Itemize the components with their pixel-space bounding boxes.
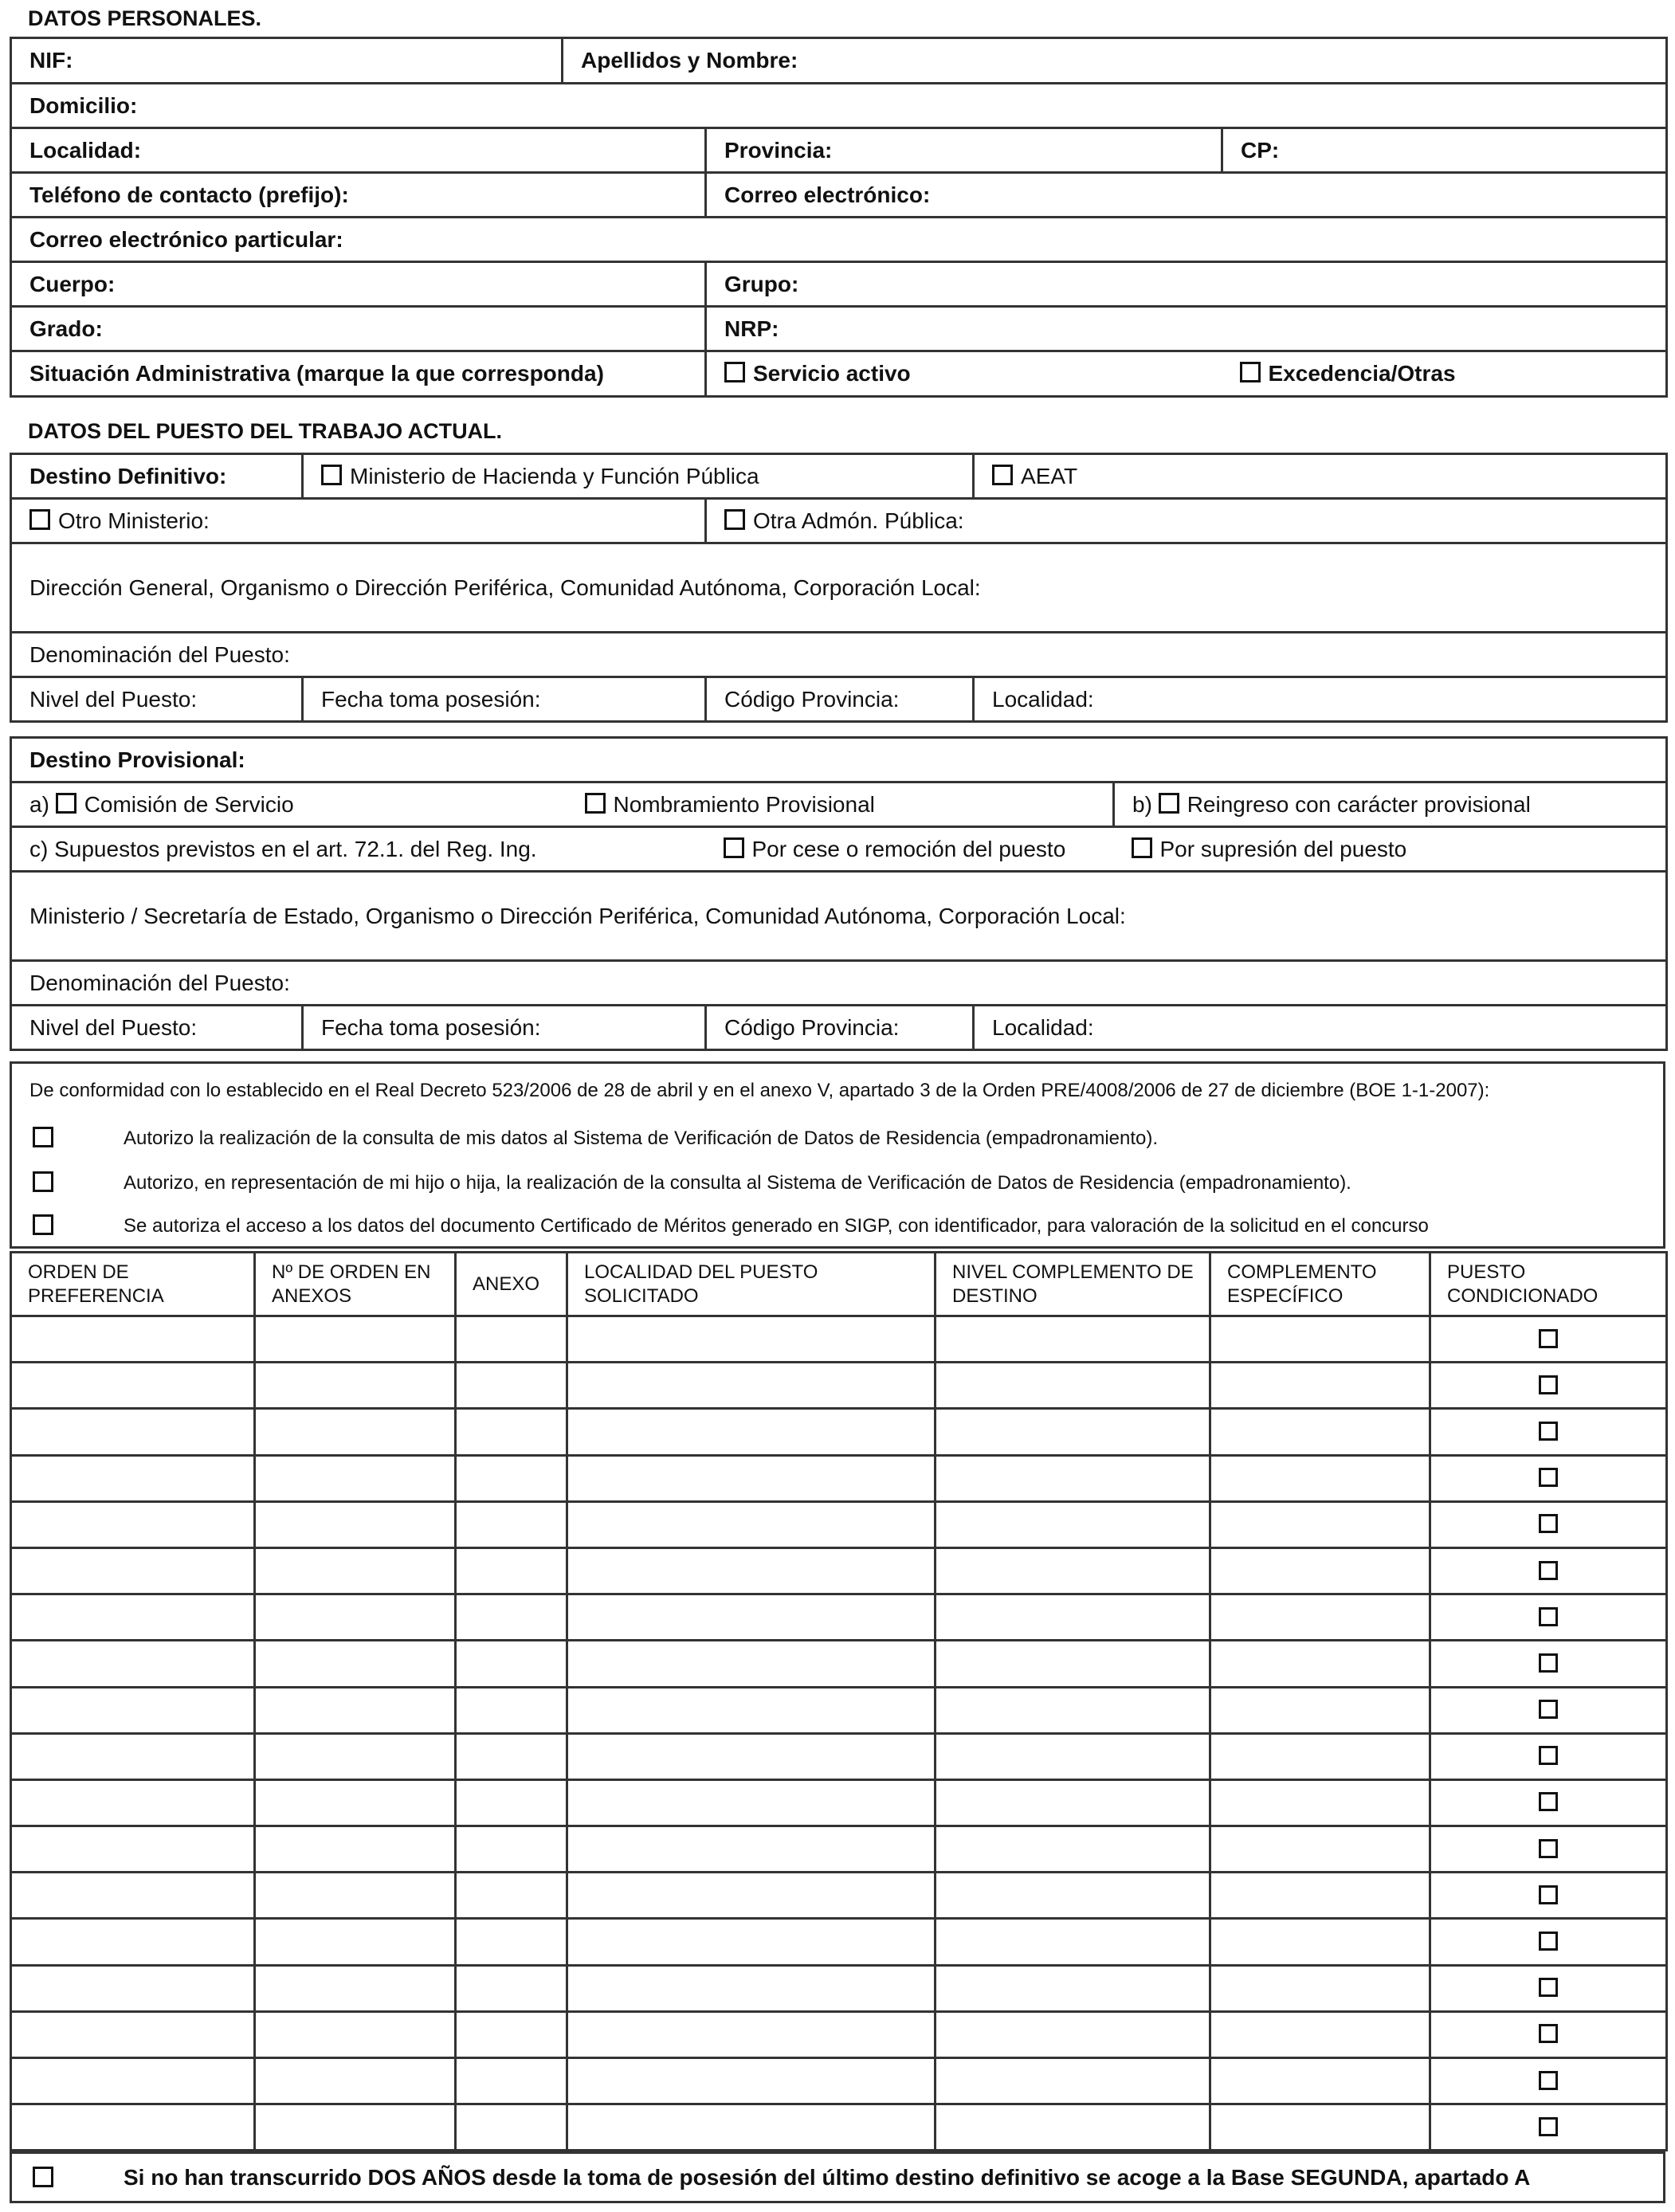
domicilio-field[interactable]: Domicilio: bbox=[11, 84, 1667, 128]
table-cell[interactable] bbox=[1430, 1779, 1667, 1826]
nivel-puesto-field[interactable]: Nivel del Puesto: bbox=[11, 677, 303, 722]
table-cell[interactable] bbox=[1430, 1826, 1667, 1873]
table-cell[interactable] bbox=[11, 1965, 255, 2011]
table-cell[interactable] bbox=[567, 1873, 936, 1919]
checkbox-icon[interactable] bbox=[1539, 2117, 1558, 2136]
table-cell[interactable] bbox=[936, 1501, 1210, 1547]
table-cell[interactable] bbox=[1210, 1594, 1430, 1641]
section-title-personal: DATOS PERSONALES. bbox=[28, 6, 262, 30]
table-row bbox=[11, 1965, 1667, 2011]
table-cell[interactable] bbox=[11, 1409, 255, 1455]
table-cell[interactable] bbox=[11, 1363, 255, 1409]
table-cell[interactable] bbox=[11, 1779, 255, 1826]
checkbox-icon[interactable] bbox=[585, 793, 606, 814]
checkbox-icon[interactable] bbox=[1539, 1885, 1558, 1904]
column-header: ORDEN DE PREFERENCIA bbox=[11, 1253, 255, 1316]
provisional-job-table bbox=[10, 736, 1668, 1051]
table-cell[interactable] bbox=[1210, 1316, 1430, 1363]
nombramiento-provisional-option[interactable]: Nombramiento Provisional bbox=[567, 782, 1114, 827]
checkbox-icon[interactable] bbox=[321, 465, 342, 485]
table-cell[interactable] bbox=[936, 1409, 1210, 1455]
consent-item-residencia[interactable]: Autorizo la realización de la consulta de mis datos al Sistema de Verificación de Datos de Residencia (empadronamiento). bbox=[12, 1118, 1663, 1158]
servicio-activo-option[interactable]: Servicio activo bbox=[706, 351, 1222, 397]
otra-admon-option[interactable]: Otra Admón. Pública: bbox=[706, 499, 1667, 543]
table-cell[interactable] bbox=[1210, 1965, 1430, 2011]
checkbox-icon[interactable] bbox=[1539, 2024, 1558, 2043]
table-cell[interactable] bbox=[11, 1641, 255, 1687]
table-cell[interactable] bbox=[456, 1409, 567, 1455]
table-cell[interactable] bbox=[936, 1547, 1210, 1594]
excedencia-option[interactable]: Excedencia/Otras bbox=[1222, 351, 1667, 397]
table-cell[interactable] bbox=[1430, 1733, 1667, 1779]
checkbox-icon[interactable] bbox=[56, 793, 76, 814]
actual-job-table bbox=[10, 453, 1668, 723]
nif-field[interactable]: NIF: bbox=[11, 38, 563, 84]
consent-item-hijo[interactable]: Autorizo, en representación de mi hijo o hija, la realización de la consulta al Sistema de Verificación de Datos de Residencia (empadronamiento). bbox=[12, 1163, 1663, 1202]
table-cell[interactable] bbox=[567, 1455, 936, 1501]
table-cell[interactable] bbox=[255, 1594, 456, 1641]
checkbox-icon[interactable] bbox=[1539, 1607, 1558, 1626]
provincia-field[interactable]: Provincia: bbox=[706, 128, 1222, 173]
checkbox-icon[interactable] bbox=[992, 465, 1013, 485]
table-cell[interactable] bbox=[11, 1687, 255, 1733]
table-row bbox=[11, 1547, 1667, 1594]
table-cell[interactable] bbox=[456, 1316, 567, 1363]
aeat-option[interactable]: AEAT bbox=[974, 454, 1667, 499]
table-cell[interactable] bbox=[11, 1826, 255, 1873]
table-cell[interactable] bbox=[255, 1687, 456, 1733]
table-cell[interactable] bbox=[936, 2104, 1210, 2151]
situacion-label: Situación Administrativa (marque la que corresponda) bbox=[11, 351, 706, 397]
fecha-posesion-provisional-field[interactable]: Fecha toma posesión: bbox=[303, 1006, 706, 1050]
cese-option[interactable]: Por cese o remoción del puesto bbox=[706, 827, 1114, 872]
table-cell[interactable] bbox=[11, 1873, 255, 1919]
table-cell[interactable] bbox=[255, 1919, 456, 1965]
table-cell[interactable] bbox=[1430, 1965, 1667, 2011]
consent-item-sigp[interactable]: Se autoriza el acceso a los datos del documento Certificado de Méritos generado en SIGP, con identificador, para valoración de la solicitud en el concurso bbox=[12, 1206, 1663, 1245]
table-cell[interactable] bbox=[11, 1733, 255, 1779]
checkbox-icon[interactable] bbox=[1539, 1839, 1558, 1858]
ministerio-hacienda-option[interactable]: Ministerio de Hacienda y Función Pública bbox=[303, 454, 974, 499]
table-cell[interactable] bbox=[936, 1919, 1210, 1965]
localidad-puesto-field[interactable]: Localidad: bbox=[974, 677, 1667, 722]
apellidos-nombre-field[interactable]: Apellidos y Nombre: bbox=[563, 38, 1667, 84]
requests-table bbox=[10, 1251, 1668, 2151]
checkbox-icon[interactable] bbox=[1539, 1468, 1558, 1487]
table-cell[interactable] bbox=[456, 1919, 567, 1965]
table-cell[interactable] bbox=[936, 1779, 1210, 1826]
checkbox-icon[interactable] bbox=[1539, 1978, 1558, 1997]
direccion-general-field[interactable]: Dirección General, Organismo o Dirección Periférica, Comunidad Autónoma, Corporación Local: bbox=[11, 543, 1667, 633]
checkbox-icon[interactable] bbox=[1539, 1932, 1558, 1951]
table-cell[interactable] bbox=[1210, 1501, 1430, 1547]
column-header: LOCALIDAD DEL PUESTO SOLICITADO bbox=[567, 1253, 936, 1316]
table-cell[interactable] bbox=[1210, 1779, 1430, 1826]
comision-servicio-option[interactable]: a) Comisión de Servicio bbox=[11, 782, 567, 827]
base-segunda-option[interactable]: Si no han transcurrido DOS AÑOS desde la toma de posesión del último destino definitivo se acoge a la Base SEGUNDA, apartado A bbox=[11, 2153, 1665, 2202]
table-cell[interactable] bbox=[255, 2104, 456, 2151]
table-row bbox=[11, 1873, 1667, 1919]
table-row bbox=[11, 1919, 1667, 1965]
table-cell[interactable] bbox=[567, 1641, 936, 1687]
table-cell[interactable] bbox=[456, 1965, 567, 2011]
column-header: Nº DE ORDEN EN ANEXOS bbox=[255, 1253, 456, 1316]
table-cell[interactable] bbox=[456, 1826, 567, 1873]
table-cell[interactable] bbox=[255, 2011, 456, 2057]
table-cell[interactable] bbox=[456, 1547, 567, 1594]
table-cell[interactable] bbox=[255, 1409, 456, 1455]
table-cell[interactable] bbox=[255, 1455, 456, 1501]
table-cell[interactable] bbox=[1430, 1687, 1667, 1733]
section-title-actual: DATOS DEL PUESTO DEL TRABAJO ACTUAL. bbox=[28, 419, 503, 443]
table-cell[interactable] bbox=[1210, 1409, 1430, 1455]
table-cell[interactable] bbox=[255, 1547, 456, 1594]
checkbox-icon[interactable] bbox=[1539, 1792, 1558, 1811]
table-cell[interactable] bbox=[567, 1547, 936, 1594]
checkbox-icon[interactable] bbox=[29, 509, 50, 530]
table-cell[interactable] bbox=[936, 1363, 1210, 1409]
table-cell[interactable] bbox=[456, 1687, 567, 1733]
table-cell[interactable] bbox=[1210, 2104, 1430, 2151]
checkbox-icon[interactable] bbox=[1539, 1514, 1558, 1533]
table-cell[interactable] bbox=[936, 1594, 1210, 1641]
table-cell[interactable] bbox=[567, 1363, 936, 1409]
table-cell[interactable] bbox=[456, 1641, 567, 1687]
table-cell[interactable] bbox=[936, 1687, 1210, 1733]
table-cell[interactable] bbox=[255, 1316, 456, 1363]
table-cell[interactable] bbox=[255, 1965, 456, 2011]
table-row bbox=[11, 1316, 1667, 1363]
column-header: COMPLEMENTO ESPECÍFICO bbox=[1210, 1253, 1430, 1316]
table-cell[interactable] bbox=[11, 1919, 255, 1965]
table-cell[interactable] bbox=[11, 2058, 255, 2104]
requests-body bbox=[11, 1316, 1667, 2151]
table-cell[interactable] bbox=[936, 1455, 1210, 1501]
destino-definitivo-label: Destino Definitivo: bbox=[11, 454, 303, 499]
table-cell[interactable] bbox=[567, 1687, 936, 1733]
table-cell[interactable] bbox=[1430, 1363, 1667, 1409]
table-cell[interactable] bbox=[456, 1733, 567, 1779]
nivel-puesto-provisional-field[interactable]: Nivel del Puesto: bbox=[11, 1006, 303, 1050]
otro-ministerio-option[interactable]: Otro Ministerio: bbox=[11, 499, 706, 543]
checkbox-icon[interactable] bbox=[724, 509, 745, 530]
table-cell[interactable] bbox=[1430, 1919, 1667, 1965]
checkbox-icon[interactable] bbox=[1539, 1700, 1558, 1719]
table-cell[interactable] bbox=[567, 1501, 936, 1547]
checkbox-icon[interactable] bbox=[1539, 2071, 1558, 2090]
table-cell[interactable] bbox=[11, 1547, 255, 1594]
table-cell[interactable] bbox=[11, 1316, 255, 1363]
table-cell[interactable] bbox=[456, 1455, 567, 1501]
checkbox-icon[interactable] bbox=[1539, 1375, 1558, 1394]
table-cell[interactable] bbox=[456, 2058, 567, 2104]
table-cell[interactable] bbox=[255, 1873, 456, 1919]
table-cell[interactable] bbox=[1430, 1594, 1667, 1641]
table-cell[interactable] bbox=[1210, 1826, 1430, 1873]
reingreso-option[interactable]: b) Reingreso con carácter provisional bbox=[1114, 782, 1667, 827]
consent-intro: De conformidad con lo establecido en el Real Decreto 523/2006 de 28 de abril y en el anexo V, apartado 3 de la Orden PRE/4008/2006 de 27 de diciembre (BOE 1-1-2007): bbox=[29, 1080, 1490, 1101]
nrp-field[interactable]: NRP: bbox=[706, 307, 1667, 351]
table-row bbox=[11, 2058, 1667, 2104]
column-header: NIVEL COMPLEMENTO DE DESTINO bbox=[936, 1253, 1210, 1316]
footer-table bbox=[10, 2151, 1665, 2203]
table-cell[interactable] bbox=[255, 1641, 456, 1687]
table-cell[interactable] bbox=[11, 1501, 255, 1547]
table-cell[interactable] bbox=[255, 1501, 456, 1547]
table-cell[interactable] bbox=[255, 1826, 456, 1873]
table-cell[interactable] bbox=[936, 1826, 1210, 1873]
table-cell[interactable] bbox=[11, 1455, 255, 1501]
table-cell[interactable] bbox=[1210, 1455, 1430, 1501]
table-row bbox=[11, 1733, 1667, 1779]
consent-block bbox=[11, 1063, 1665, 1248]
checkbox-icon[interactable] bbox=[1539, 1561, 1558, 1580]
cuerpo-field[interactable]: Cuerpo: bbox=[11, 262, 706, 307]
telefono-field[interactable]: Teléfono de contacto (prefijo): bbox=[11, 173, 706, 218]
checkbox-icon[interactable] bbox=[1159, 793, 1179, 814]
checkbox-icon[interactable] bbox=[1539, 1746, 1558, 1765]
checkbox-icon[interactable] bbox=[724, 362, 745, 382]
table-cell[interactable] bbox=[1210, 1363, 1430, 1409]
table-cell[interactable] bbox=[1210, 2011, 1430, 2057]
table-row bbox=[11, 2104, 1667, 2151]
table-cell[interactable] bbox=[1430, 1547, 1667, 1594]
table-cell[interactable] bbox=[567, 1733, 936, 1779]
table-cell[interactable] bbox=[11, 1594, 255, 1641]
table-cell[interactable] bbox=[1430, 2104, 1667, 2151]
table-cell[interactable] bbox=[11, 2104, 255, 2151]
table-row bbox=[11, 2011, 1667, 2057]
correo-particular-field[interactable]: Correo electrónico particular: bbox=[11, 218, 1667, 262]
codigo-provincia-provisional-field[interactable]: Código Provincia: bbox=[706, 1006, 974, 1050]
table-cell[interactable] bbox=[255, 1363, 456, 1409]
table-cell[interactable] bbox=[1210, 1733, 1430, 1779]
checkbox-icon[interactable] bbox=[33, 2167, 53, 2187]
checkbox-icon[interactable] bbox=[1539, 1653, 1558, 1673]
table-cell[interactable] bbox=[1210, 1641, 1430, 1687]
fecha-posesion-field[interactable]: Fecha toma posesión: bbox=[303, 677, 706, 722]
table-cell[interactable] bbox=[1210, 1547, 1430, 1594]
table-cell[interactable] bbox=[456, 1363, 567, 1409]
codigo-provincia-field[interactable]: Código Provincia: bbox=[706, 677, 974, 722]
localidad-provisional-field[interactable]: Localidad: bbox=[974, 1006, 1667, 1050]
table-cell[interactable] bbox=[936, 1641, 1210, 1687]
grado-field[interactable]: Grado: bbox=[11, 307, 706, 351]
table-cell[interactable] bbox=[11, 2011, 255, 2057]
table-cell[interactable] bbox=[567, 1316, 936, 1363]
table-cell[interactable] bbox=[1430, 1641, 1667, 1687]
denominacion-puesto-provisional-field[interactable]: Denominación del Puesto: bbox=[11, 961, 1667, 1006]
table-cell[interactable] bbox=[567, 1409, 936, 1455]
table-cell[interactable] bbox=[567, 1919, 936, 1965]
checkbox-icon[interactable] bbox=[33, 1171, 53, 1192]
table-row bbox=[11, 1409, 1667, 1455]
table-cell[interactable] bbox=[936, 1965, 1210, 2011]
table-cell[interactable] bbox=[456, 2104, 567, 2151]
correo-field[interactable]: Correo electrónico: bbox=[706, 173, 1667, 218]
table-row bbox=[11, 1363, 1667, 1409]
table-cell[interactable] bbox=[567, 1965, 936, 2011]
table-cell[interactable] bbox=[1430, 1316, 1667, 1363]
grupo-field[interactable]: Grupo: bbox=[706, 262, 1667, 307]
checkbox-icon[interactable] bbox=[1539, 1329, 1558, 1348]
table-cell[interactable] bbox=[936, 1316, 1210, 1363]
checkbox-icon[interactable] bbox=[1132, 837, 1152, 858]
table-cell[interactable] bbox=[456, 1501, 567, 1547]
table-cell[interactable] bbox=[567, 2058, 936, 2104]
table-cell[interactable] bbox=[567, 1826, 936, 1873]
checkbox-icon[interactable] bbox=[724, 837, 744, 858]
table-row bbox=[11, 1641, 1667, 1687]
table-cell[interactable] bbox=[1210, 2058, 1430, 2104]
table-row bbox=[11, 1455, 1667, 1501]
table-row bbox=[11, 1826, 1667, 1873]
table-cell[interactable] bbox=[1210, 1873, 1430, 1919]
table-cell[interactable] bbox=[456, 2011, 567, 2057]
ministerio-organismo-field[interactable]: Ministerio / Secretaría de Estado, Organismo o Dirección Periférica, Comunidad Autónoma, Corporación Local: bbox=[11, 872, 1667, 961]
table-cell[interactable] bbox=[255, 1733, 456, 1779]
table-row bbox=[11, 1594, 1667, 1641]
checkbox-icon[interactable] bbox=[33, 1127, 53, 1147]
table-row bbox=[11, 1687, 1667, 1733]
table-cell[interactable] bbox=[567, 2104, 936, 2151]
table-cell[interactable] bbox=[567, 1779, 936, 1826]
table-cell[interactable] bbox=[456, 1873, 567, 1919]
supresion-option[interactable]: Por supresión del puesto bbox=[1114, 827, 1667, 872]
table-cell[interactable] bbox=[936, 1733, 1210, 1779]
table-cell[interactable] bbox=[1430, 1501, 1667, 1547]
column-header: PUESTO CONDICIONADO bbox=[1430, 1253, 1667, 1316]
table-cell[interactable] bbox=[456, 1594, 567, 1641]
table-row bbox=[11, 1501, 1667, 1547]
consent-table bbox=[10, 1061, 1665, 1249]
table-cell[interactable] bbox=[1210, 1687, 1430, 1733]
table-cell[interactable] bbox=[936, 2011, 1210, 2057]
table-cell[interactable] bbox=[936, 1873, 1210, 1919]
table-cell[interactable] bbox=[1430, 1455, 1667, 1501]
table-cell[interactable] bbox=[1430, 2058, 1667, 2104]
table-cell[interactable] bbox=[936, 2058, 1210, 2104]
table-cell[interactable] bbox=[1430, 2011, 1667, 2057]
destino-provisional-label: Destino Provisional: bbox=[11, 738, 1667, 782]
table-cell[interactable] bbox=[1430, 1409, 1667, 1455]
table-row bbox=[11, 1779, 1667, 1826]
table-cell[interactable] bbox=[567, 2011, 936, 2057]
checkbox-icon[interactable] bbox=[1539, 1422, 1558, 1441]
table-cell[interactable] bbox=[1430, 1873, 1667, 1919]
supuestos-label: c) Supuestos previstos en el art. 72.1. del Reg. Ing. bbox=[11, 827, 706, 872]
table-cell[interactable] bbox=[255, 1779, 456, 1826]
table-cell[interactable] bbox=[456, 1779, 567, 1826]
table-cell[interactable] bbox=[255, 2058, 456, 2104]
personal-data-table bbox=[10, 37, 1668, 398]
checkbox-icon[interactable] bbox=[33, 1214, 53, 1235]
checkbox-icon[interactable] bbox=[1240, 362, 1261, 382]
denominacion-puesto-field[interactable]: Denominación del Puesto: bbox=[11, 633, 1667, 677]
localidad-field[interactable]: Localidad: bbox=[11, 128, 706, 173]
table-cell[interactable] bbox=[1210, 1919, 1430, 1965]
table-cell[interactable] bbox=[567, 1594, 936, 1641]
column-header: ANEXO bbox=[456, 1253, 567, 1316]
cp-field[interactable]: CP: bbox=[1222, 128, 1667, 173]
